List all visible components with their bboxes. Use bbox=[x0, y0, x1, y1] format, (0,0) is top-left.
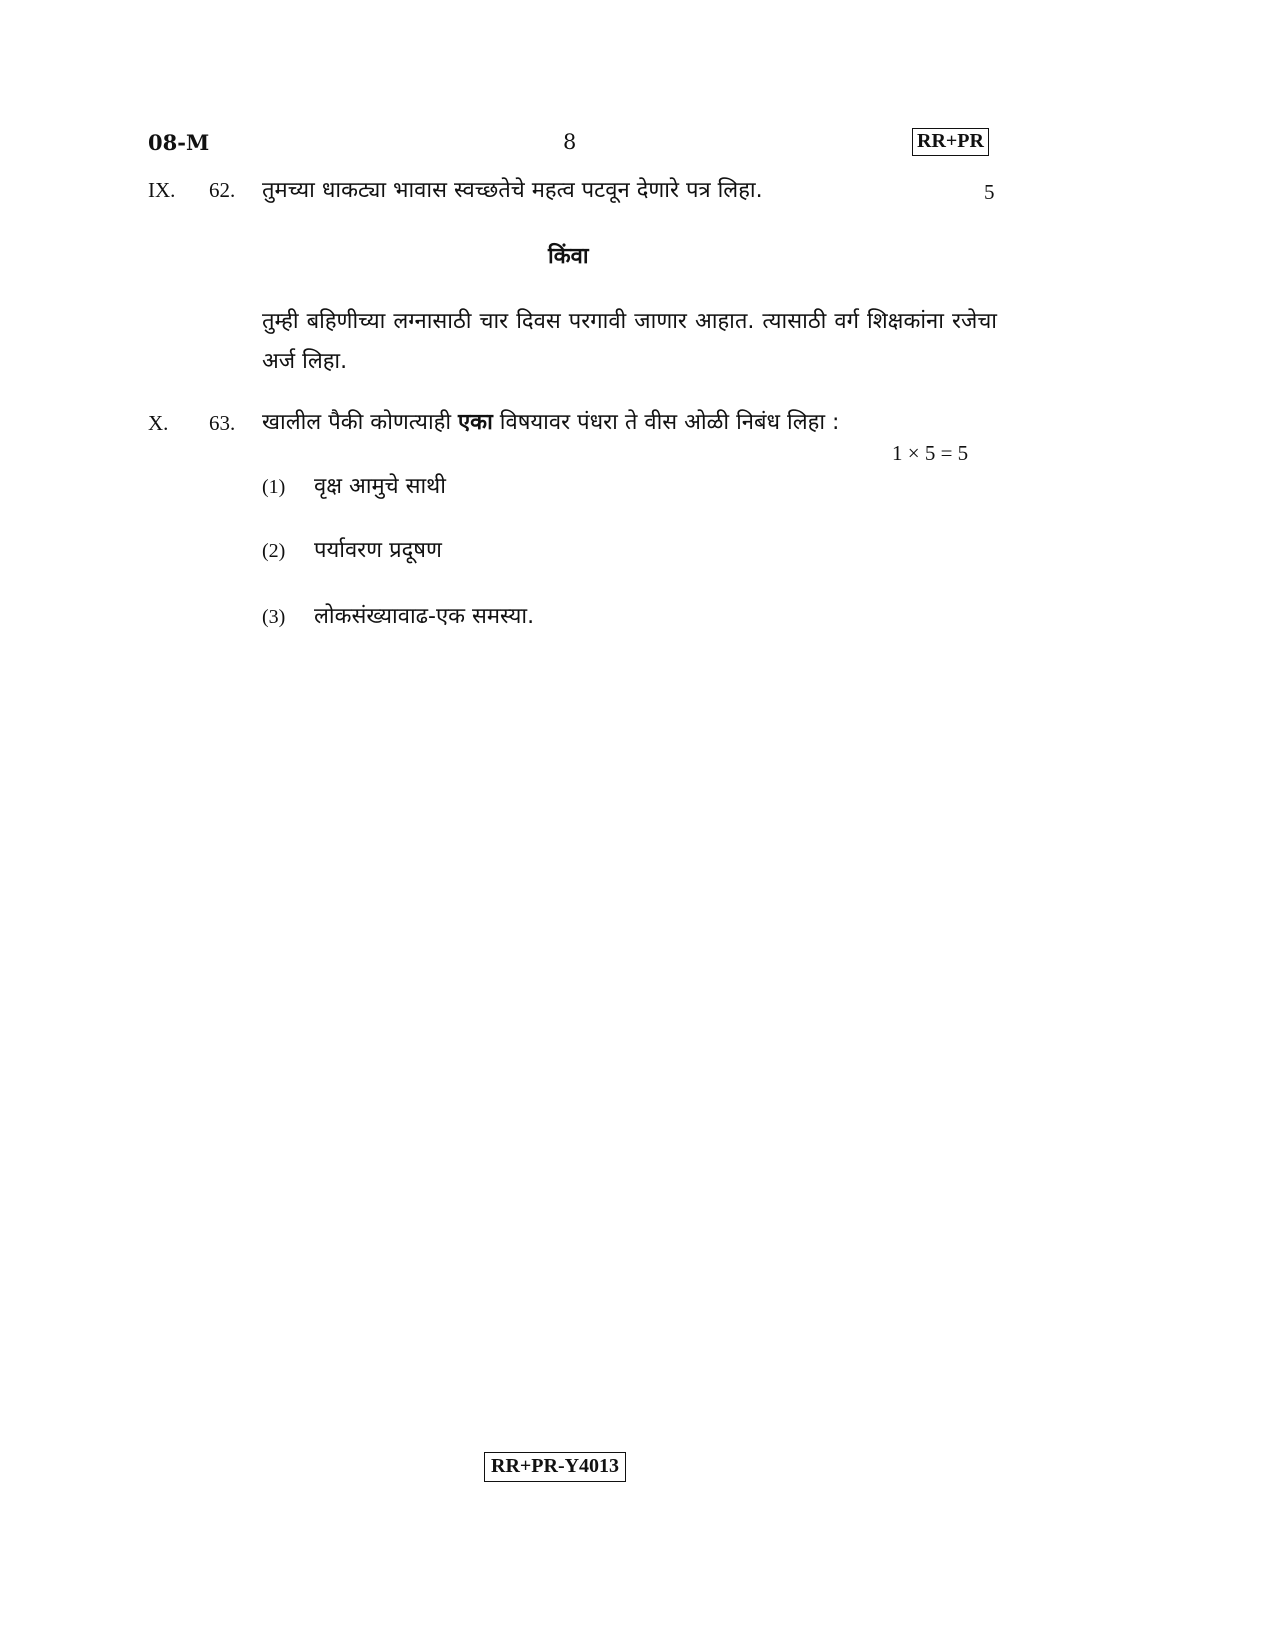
option-1-number: (1) bbox=[262, 476, 286, 498]
question-63-text bbox=[262, 406, 839, 436]
footer-code: RR+PR-Y4013 bbox=[484, 1452, 626, 1482]
question-62-alternative: तुम्ही बहिणीच्या लग्नासाठी चार दिवस परगावी जाणार आहात. त्यासाठी वर्ग शिक्षकांना रजेचा अर्ज लिहा. bbox=[262, 309, 997, 374]
page-number: 8 bbox=[563, 130, 577, 154]
or-heading: किंवा bbox=[548, 244, 589, 269]
question-63-text-after: विषयावर पंधरा ते वीस ओळी निबंध लिहा : bbox=[492, 410, 840, 435]
question-63-text-before: खालील पैकी कोणत्याही bbox=[262, 410, 459, 435]
section-x-label: X. bbox=[148, 411, 169, 435]
option-3-text: लोकसंख्यावाढ-एक समस्या. bbox=[314, 604, 535, 629]
question-62-text: तुमच्या धाकट्या भावास स्वच्छतेचे महत्व पटवून देणारे पत्र लिहा. bbox=[262, 178, 763, 203]
question-62-number: 62. bbox=[209, 178, 236, 202]
question-63-number: 63. bbox=[209, 411, 236, 435]
option-3-number: (3) bbox=[262, 606, 286, 628]
question-63-marks: 1 × 5 = 5 bbox=[892, 441, 969, 465]
question-62-marks: 5 bbox=[984, 180, 995, 204]
question-63-emphasis: एका bbox=[458, 410, 493, 435]
series-badge: RR+PR bbox=[912, 128, 989, 156]
paper-code: 08-M bbox=[148, 130, 210, 155]
option-2-text: पर्यावरण प्रदूषण bbox=[314, 538, 442, 563]
option-1-text: वृक्ष आमुचे साथी bbox=[314, 474, 446, 499]
option-2-number: (2) bbox=[262, 540, 286, 562]
section-ix-label: IX. bbox=[148, 178, 176, 202]
